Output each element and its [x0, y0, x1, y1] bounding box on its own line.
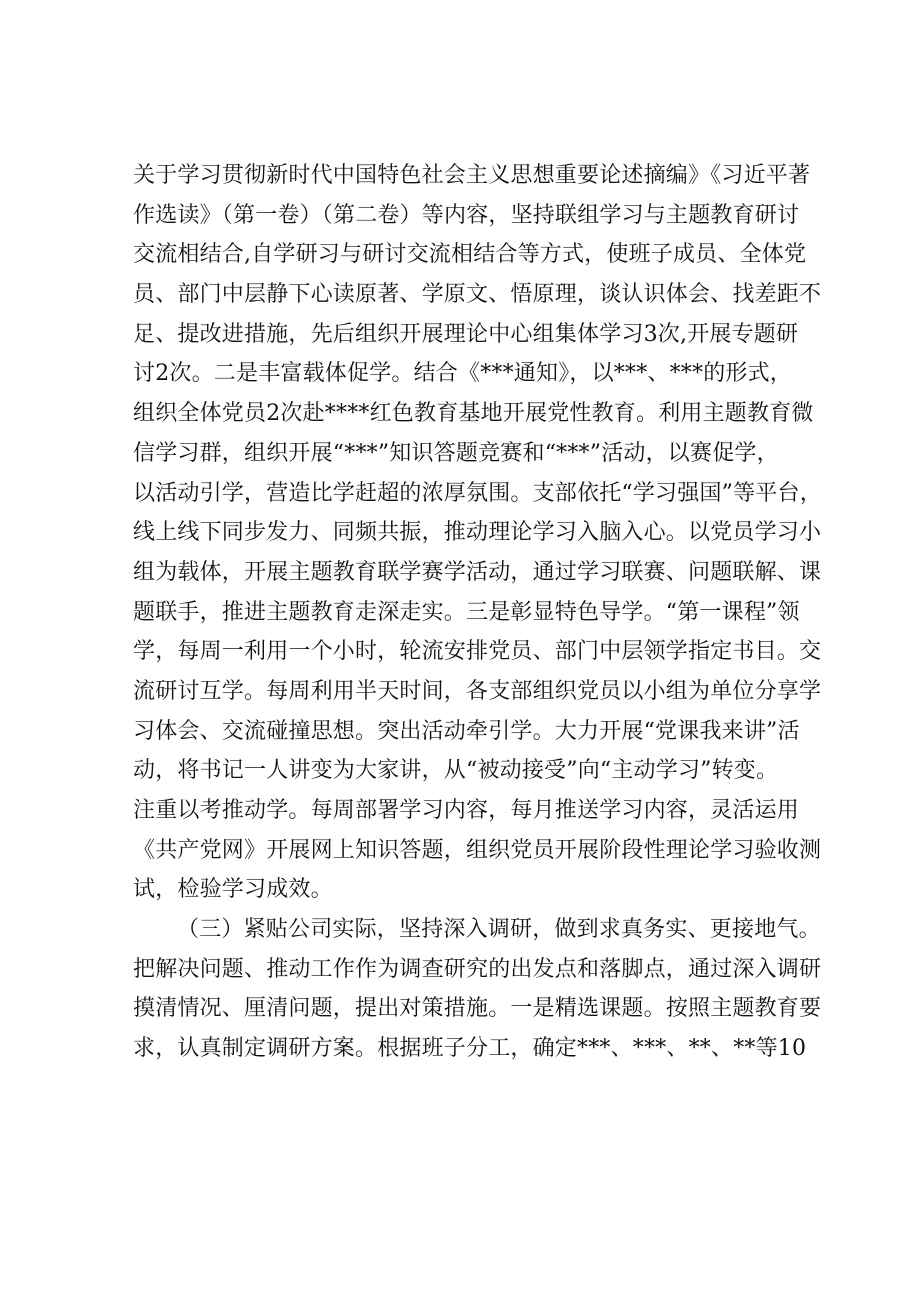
text-line: 线上线下同步发力、同频共振，推动理论学习入脑入心。以党员学习小	[133, 520, 822, 546]
text-line: 关于学习贯彻新时代中国特色社会主义思想重要论述摘编》《习近平著	[133, 163, 811, 188]
text-line: 组为载体，开展主题教育联学赛学活动，通过学习联赛、问题联解、课	[133, 559, 822, 585]
text-line: 作选读》（第一卷）（第二卷）等内容，坚持联组学习与主题教育研讨	[133, 202, 800, 228]
text-line: 摸清情况、厘清问题，提出对策措施。一是精选课题。按照主题教育要	[133, 996, 822, 1022]
text-line: 员、部门中层静下心读原著、学原文、悟原理，谈认识体会、找差距不	[133, 282, 822, 308]
paragraph-2	[133, 910, 822, 1069]
text-line: 讨2次。二是丰富载体促学。结合《***通知》，以***、***的形式，	[133, 361, 792, 387]
text-line: 《共产党网》开展网上知识答题，组织党员开展阶段性理论学习验收测	[133, 837, 822, 863]
text-line: 交流相结合,自学研习与研讨交流相结合等方式，使班子成员、全体党	[133, 242, 807, 268]
text-line: 注重以考推动学。每周部署学习内容，每月推送学习内容，灵活运用	[133, 798, 800, 823]
text-line: 习体会、交流碰撞思想。突出活动牵引学。大力开展“党课我来讲”活	[133, 718, 800, 744]
text-line: 把解决问题、推动工作作为调查研究的出发点和落脚点，通过深入调研	[133, 956, 822, 982]
paragraph-1	[133, 156, 822, 910]
text-line: 试，检验学习成效。	[133, 877, 333, 903]
section-heading-line: （三）紧贴公司实际，坚持深入调研，做到求真务实、更接地气。	[177, 917, 821, 943]
text-line: 足、提改进措施，先后组织开展理论中心组集体学习3次,开展专题研	[133, 321, 799, 347]
text-line: 流研讨互学。每周利用半天时间，各支部组织党员以小组为单位分享学	[133, 678, 822, 704]
text-line: 动，将书记一人讲变为大家讲，从“被动接受”向“主动学习”转变。	[133, 758, 779, 784]
text-line: 以活动引学，营造比学赶超的浓厚氛围。支部依托“学习强国”等平台，	[133, 480, 822, 506]
text-line: 组织全体党员2次赴****红色教育基地开展党性教育。利用主题教育微	[133, 401, 814, 427]
text-line: 学，每周一利用一个小时，轮流安排党员、部门中层领学指定书目。交	[133, 639, 822, 665]
text-line: 信学习群，组织开展“***”知识答题竞赛和“***”活动，以赛促学，	[133, 440, 779, 466]
text-line: 求，认真制定调研方案。根据班子分工，确定***、***、**、**等10	[133, 1036, 807, 1062]
body-text	[133, 156, 822, 1069]
text-line: 题联手，推进主题教育走深走实。三是彰显特色导学。“第一课程”领	[133, 599, 800, 625]
